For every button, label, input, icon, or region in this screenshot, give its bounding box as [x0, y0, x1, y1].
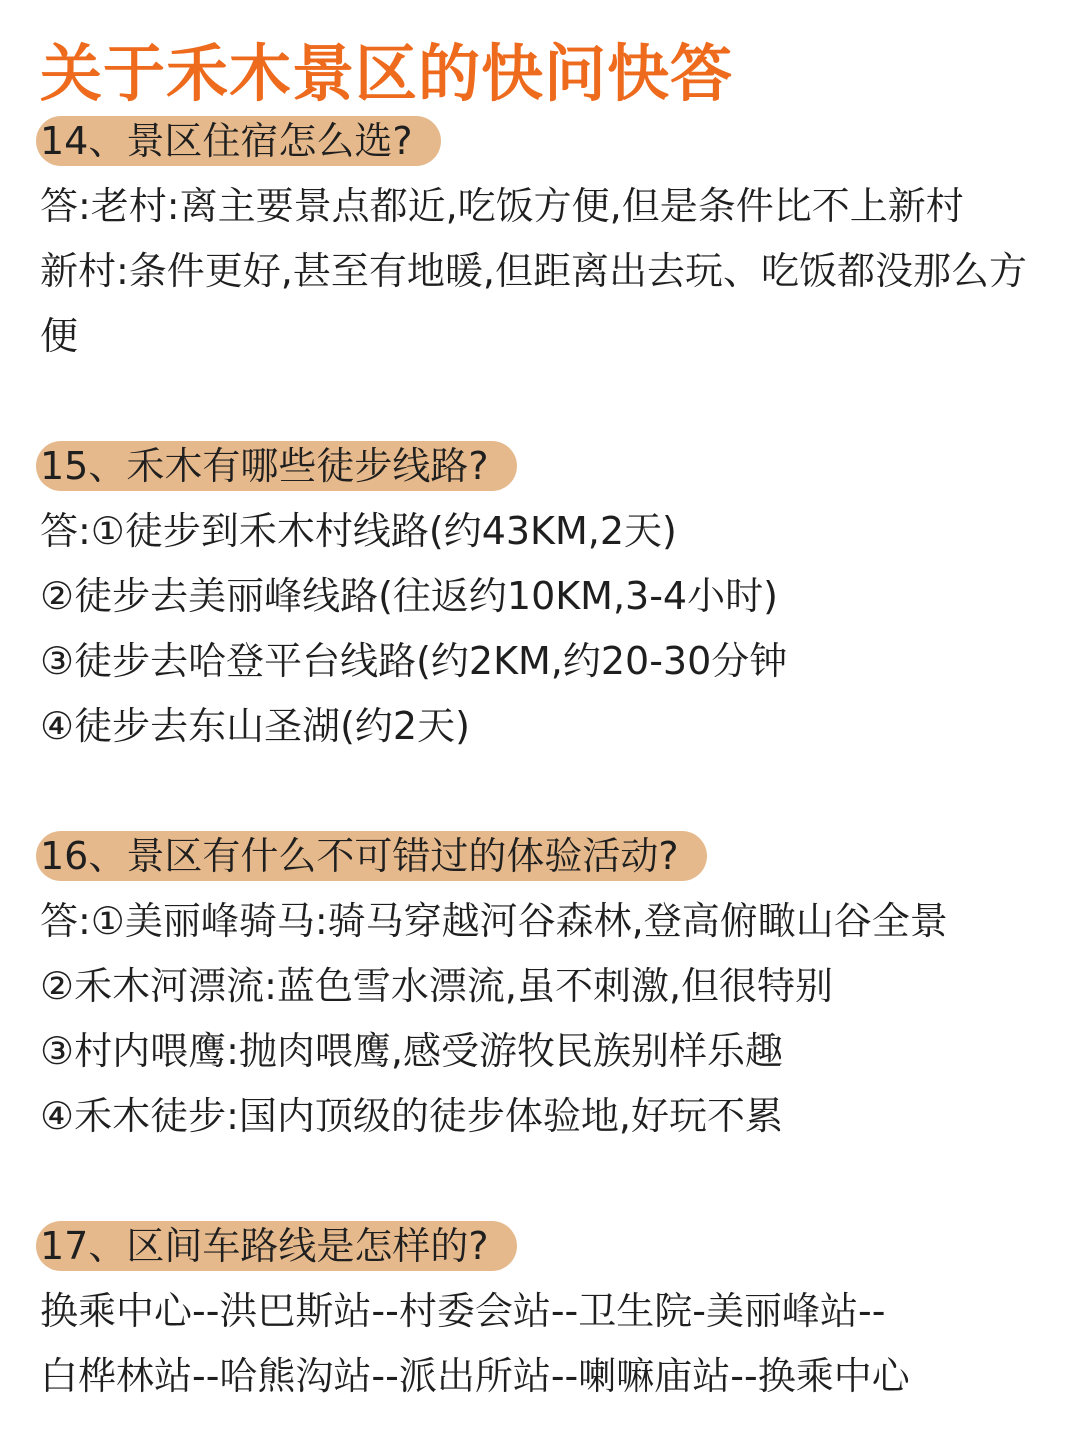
answer-line: ②禾木河漂流:蓝色雪水漂流,虽不刺激,但很特别 [40, 964, 834, 1008]
answer-line: ②徒步去美丽峰线路(往返约10KM,3-4小时) [40, 574, 778, 618]
answer-line: 答:①美丽峰骑马:骑马穿越河谷森林,登高俯瞰山谷全景 [40, 899, 948, 943]
qa-section-17 [0, 1221, 1080, 1409]
answer-15 [0, 499, 1080, 759]
answer-14 [0, 174, 1080, 369]
answer-line: ③徒步去哈登平台线路(约2KM,约20-30分钟 [40, 639, 788, 683]
answer-17 [0, 1279, 1080, 1409]
page-title: 关于禾木景区的快问快答 [40, 37, 734, 110]
answer-line: 换乘中心--洪巴斯站--村委会站--卫生院-美丽峰站-- [40, 1289, 886, 1333]
answer-line: 白桦林站--哈熊沟站--派出所站--喇嘛庙站--换乘中心 [40, 1354, 910, 1398]
qa-section-15 [0, 441, 1080, 759]
question-14: 14、景区住宿怎么选? [36, 116, 441, 166]
answer-line: ④禾木徒步:国内顶级的徒步体验地,好玩不累 [40, 1094, 783, 1138]
answer-line: 新村:条件更好,甚至有地暖,但距离出去玩、吃饭都没那么方便 [40, 249, 1027, 358]
qa-section-16 [0, 831, 1080, 1149]
answer-line: ④徒步去东山圣湖(约2天) [40, 704, 470, 748]
question-15: 15、禾木有哪些徒步线路? [36, 441, 517, 491]
question-17: 17、区间车路线是怎样的? [36, 1221, 517, 1271]
answer-line: ③村内喂鹰:抛肉喂鹰,感受游牧民族别样乐趣 [40, 1029, 783, 1073]
answer-16 [0, 889, 1080, 1149]
answer-line: 答:①徒步到禾木村线路(约43KM,2天) [40, 509, 677, 553]
question-16: 16、景区有什么不可错过的体验活动? [36, 831, 707, 881]
qa-section-14 [0, 116, 1080, 369]
answer-line: 答:老村:离主要景点都近,吃饭方便,但是条件比不上新村 [40, 184, 964, 228]
